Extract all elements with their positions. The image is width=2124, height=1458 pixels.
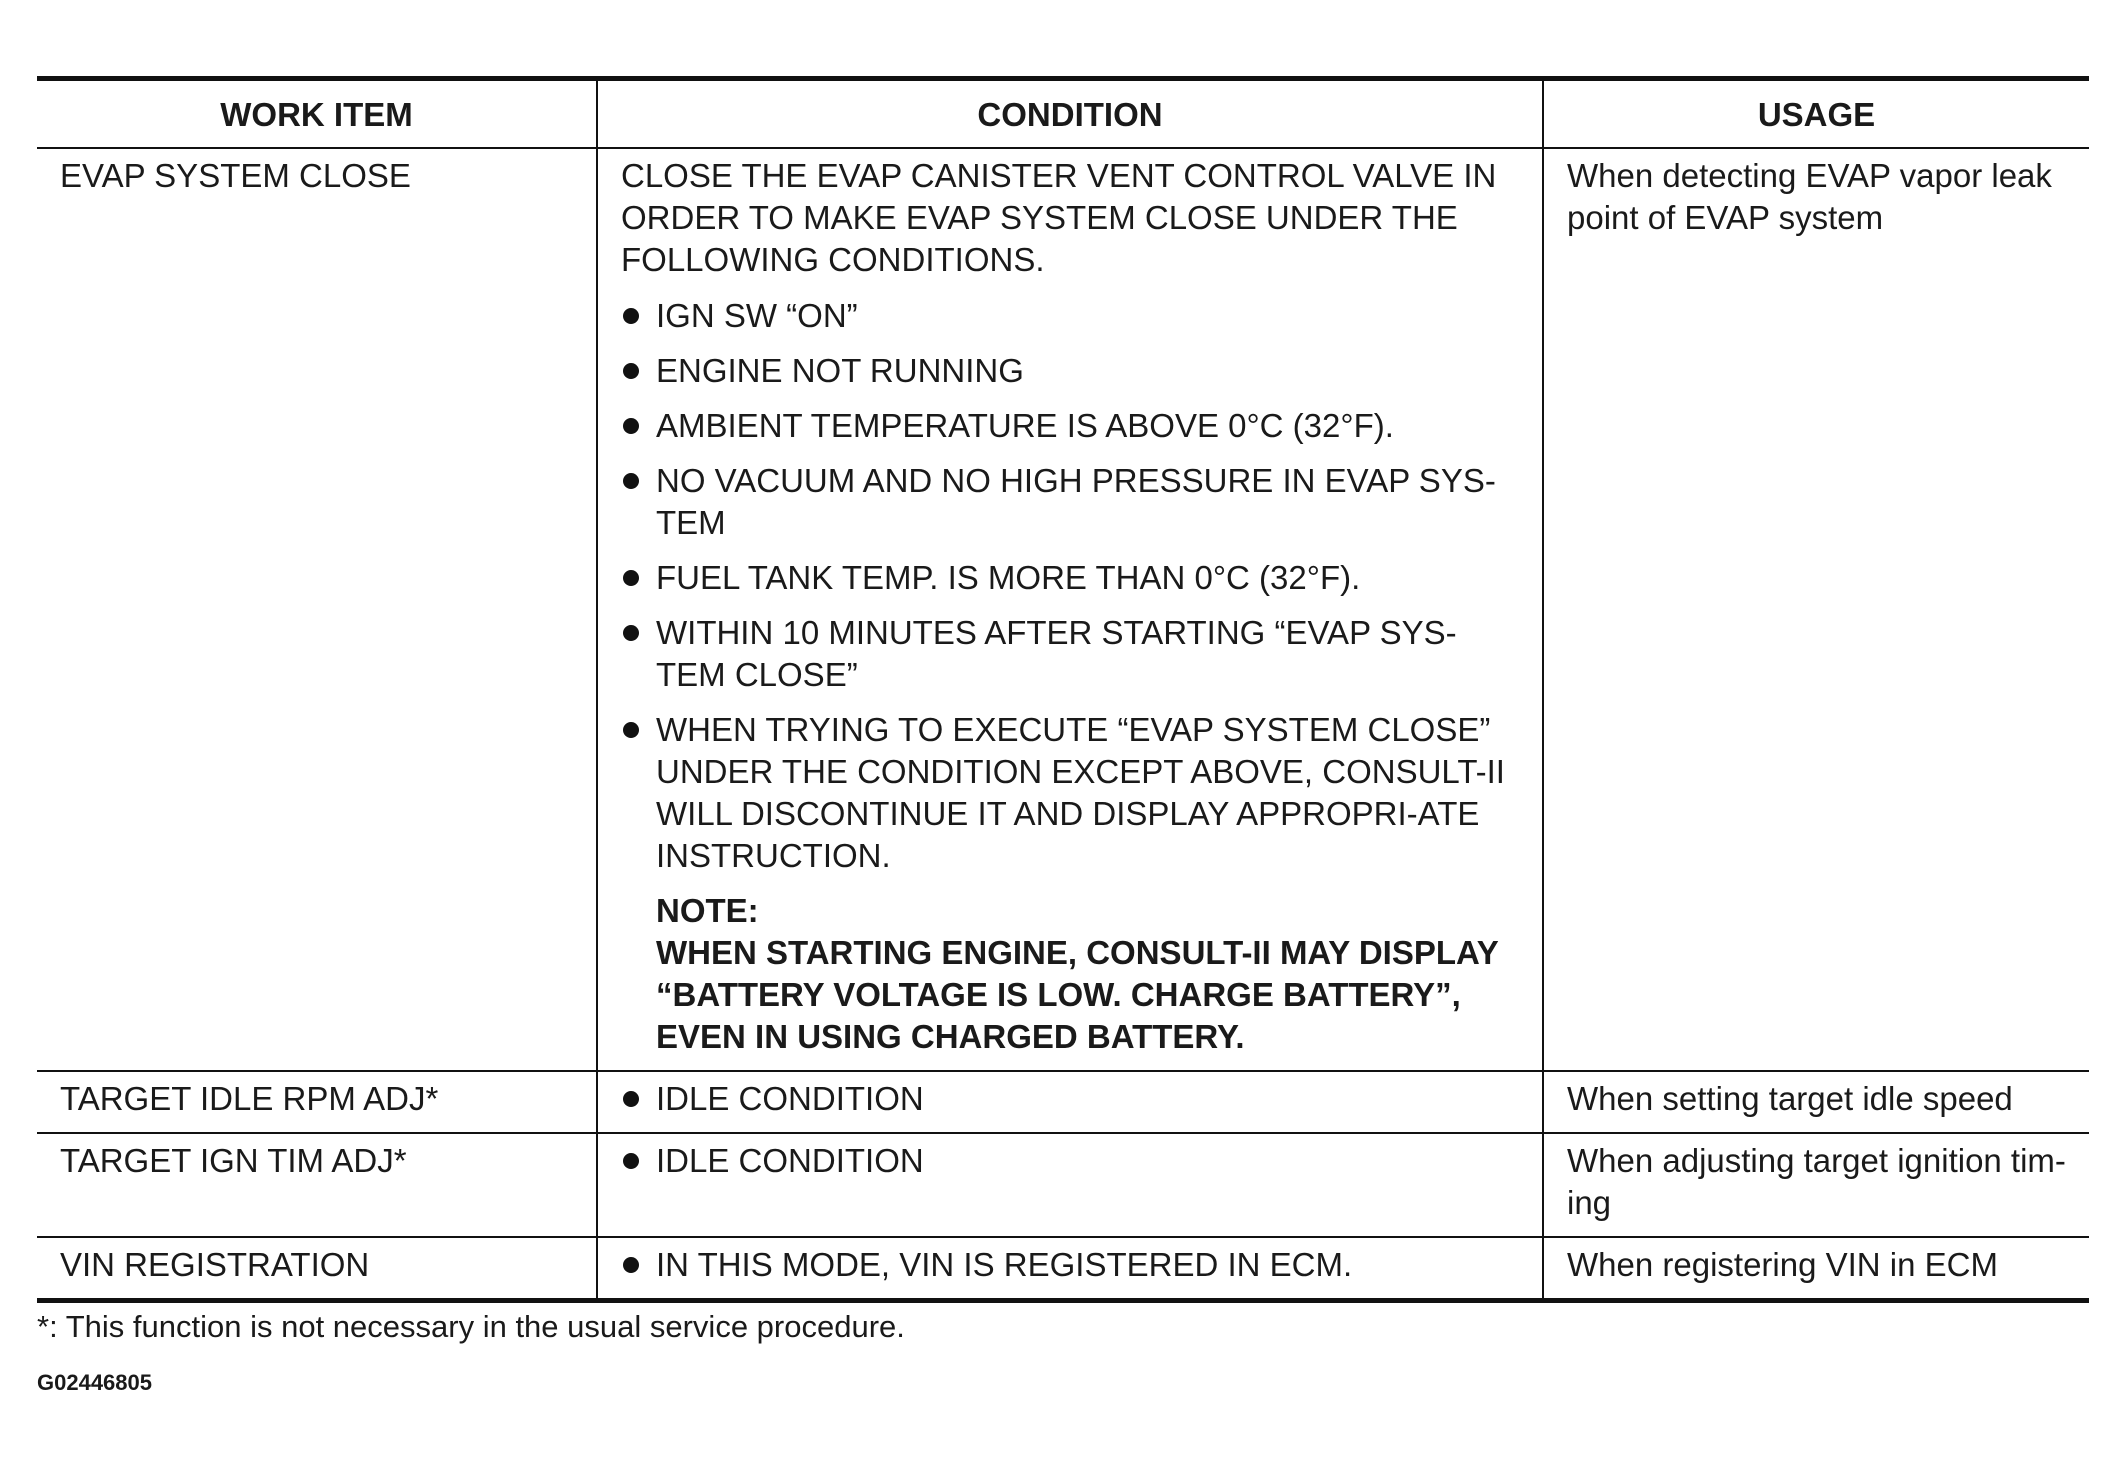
bullet-icon — [623, 722, 639, 738]
usage-cell: When registering VIN in ECM — [1543, 1237, 2089, 1301]
condition-intro: CLOSE THE EVAP CANISTER VENT CONTROL VALVE IN ORDER TO MAKE EVAP SYSTEM CLOSE UNDER THE FOLLOWING CONDITIONS. — [621, 157, 1497, 278]
condition-item-text: AMBIENT TEMPERATURE IS ABOVE 0°C (32°F). — [656, 407, 1394, 444]
condition-item — [621, 709, 1522, 877]
work-item-table — [37, 76, 2089, 1303]
work-item-cell: VIN REGISTRATION — [37, 1237, 597, 1301]
condition-item-text: ENGINE NOT RUNNING — [656, 352, 1024, 389]
condition-cell — [597, 1133, 1543, 1237]
bullet-icon — [623, 473, 639, 489]
condition-item-text: WHEN TRYING TO EXECUTE “EVAP SYSTEM CLOSE” UNDER THE CONDITION EXCEPT ABOVE, CONSULT-II WILL DISCONTINUE IT AND DISPLAY APPROPRI-ATE INSTRUCTION. — [656, 711, 1505, 874]
bullet-icon — [623, 308, 639, 324]
table-row-vin-registration — [37, 1237, 2089, 1301]
condition-item-text: WITHIN 10 MINUTES AFTER STARTING “EVAP SYS-TEM CLOSE” — [656, 614, 1457, 693]
bullet-icon — [623, 1257, 639, 1273]
condition-item-text: IDLE CONDITION — [656, 1080, 924, 1117]
header-usage: USAGE — [1543, 79, 2089, 149]
footnote: *: This function is not necessary in the usual service procedure. — [37, 1309, 905, 1344]
bullet-icon — [623, 570, 639, 586]
condition-item — [621, 295, 1522, 337]
note-text: WHEN STARTING ENGINE, CONSULT-II MAY DISPLAY “BATTERY VOLTAGE IS LOW. CHARGE BATTERY”, EVEN IN USING CHARGED BATTERY. — [656, 934, 1499, 1055]
bullet-icon — [623, 625, 639, 641]
condition-list — [621, 295, 1522, 877]
header-condition: CONDITION — [597, 79, 1543, 149]
condition-item — [621, 460, 1522, 544]
condition-list — [621, 1078, 1522, 1120]
condition-item — [621, 1078, 1522, 1120]
condition-item — [621, 612, 1522, 696]
note-block — [621, 890, 1522, 1058]
condition-cell — [597, 1237, 1543, 1301]
usage-cell: When detecting EVAP vapor leak point of EVAP system — [1543, 148, 2089, 1071]
condition-item-text: FUEL TANK TEMP. IS MORE THAN 0°C (32°F). — [656, 559, 1361, 596]
condition-list — [621, 1244, 1522, 1286]
work-item-table-container — [37, 76, 2089, 1303]
header-work-item: WORK ITEM — [37, 79, 597, 149]
condition-item-text: NO VACUUM AND NO HIGH PRESSURE IN EVAP SYS-TEM — [656, 462, 1496, 541]
condition-item — [621, 350, 1522, 392]
condition-cell — [597, 148, 1543, 1071]
condition-cell — [597, 1071, 1543, 1133]
condition-item — [621, 557, 1522, 599]
condition-item-text: IN THIS MODE, VIN IS REGISTERED IN ECM. — [656, 1246, 1353, 1283]
condition-item — [621, 1140, 1522, 1182]
bullet-icon — [623, 363, 639, 379]
usage-cell: When adjusting target ignition tim-ing — [1543, 1133, 2089, 1237]
condition-item — [621, 1244, 1522, 1286]
bullet-icon — [623, 418, 639, 434]
table-row-evap-system-close — [37, 148, 2089, 1071]
work-item-cell: TARGET IDLE RPM ADJ* — [37, 1071, 597, 1133]
table-header-row — [37, 79, 2089, 149]
usage-cell: When setting target idle speed — [1543, 1071, 2089, 1133]
table-row-target-ign-tim-adj — [37, 1133, 2089, 1237]
condition-item — [621, 405, 1522, 447]
work-item-cell: TARGET IGN TIM ADJ* — [37, 1133, 597, 1237]
work-item-cell: EVAP SYSTEM CLOSE — [37, 148, 597, 1071]
condition-item-text: IGN SW “ON” — [656, 297, 858, 334]
note-label: NOTE: — [656, 892, 759, 929]
condition-item-text: IDLE CONDITION — [656, 1142, 924, 1179]
table-row-target-idle-rpm-adj — [37, 1071, 2089, 1133]
bullet-icon — [623, 1091, 639, 1107]
figure-id: G02446805 — [37, 1370, 152, 1395]
condition-list — [621, 1140, 1522, 1182]
bullet-icon — [623, 1153, 639, 1169]
